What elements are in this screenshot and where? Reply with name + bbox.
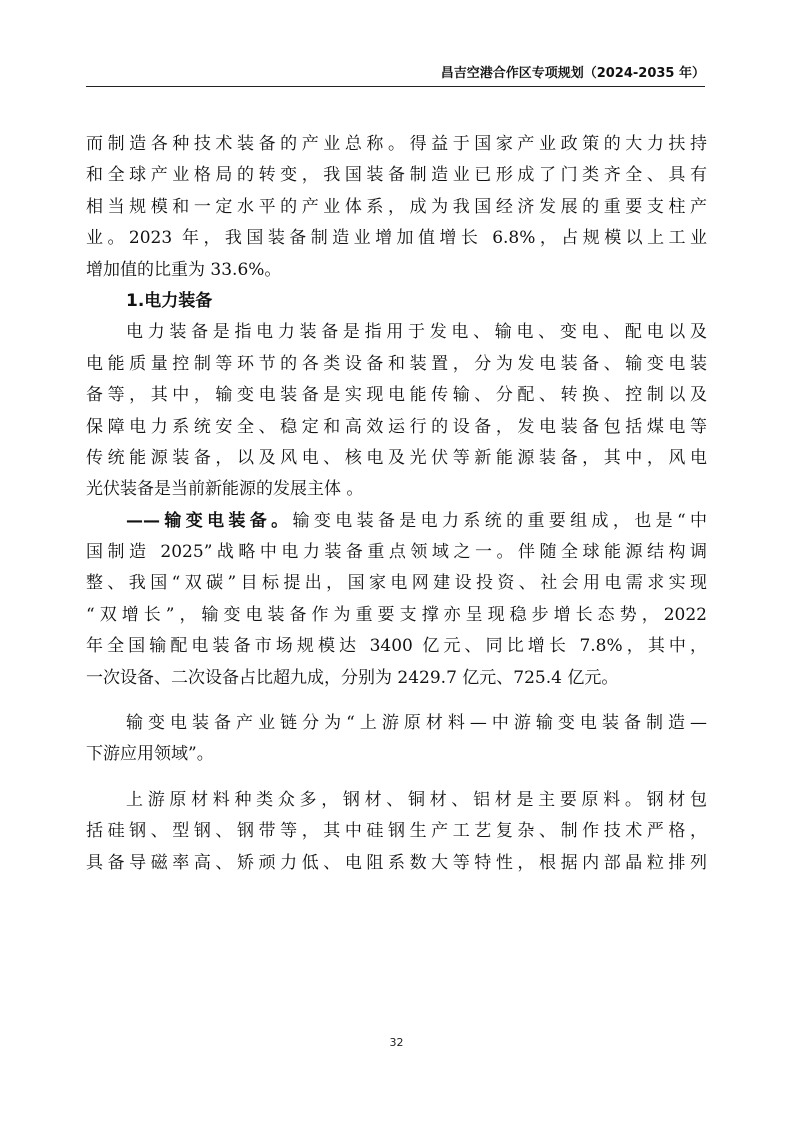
text-line: 整、我国“双碳”目标提出，国家电网建设投资、社会用电需求实现 [86, 573, 707, 594]
text-line: 传统能源装备，以及风电、核电及光伏等新能源装备，其中，风电 [86, 447, 707, 468]
bold-lead: ——输变电装备。 [126, 510, 293, 531]
paragraph-5 [86, 785, 707, 879]
text-line: “双增长”，输变电装备作为重要支撑亦呈现稳步增长态势，2022 [86, 604, 707, 625]
page-number: 32 [389, 1036, 404, 1049]
text-line: 业。2023 年，我国装备制造业增加值增长 6.8%，占规模以上工业 [86, 228, 707, 249]
text-line: 下游应用领域”。 [86, 744, 214, 765]
text-line: 上游原材料种类众多，钢材、铜材、铝材是主要原料。钢材包 [126, 789, 707, 810]
text-line: 一次设备、二次设备占比超九成，分别为 2429.7 亿元、725.4 亿元。 [86, 667, 619, 688]
text-line: 电力装备是指电力装备是指用于发电、输电、变电、配电以及 [126, 322, 707, 343]
text-line [86, 506, 707, 537]
text-line: 电能质量控制等环节的各类设备和装置，分为发电装备、输变电装 [86, 353, 707, 374]
text-line: 保障电力系统安全、稳定和高效运行的设备，发电装备包括煤电等 [86, 416, 707, 437]
text-line: 输变电装备产业链分为“上游原材料—中游输变电装备制造— [126, 713, 707, 734]
text-line: 括硅钢、型钢、钢带等，其中硅钢生产工艺复杂、制作技术严格， [86, 821, 707, 842]
text-line: 具备导磁率高、矫顽力低、电阻系数大等特性，根据内部晶粒排列 [86, 852, 707, 873]
text-line: 国制造 2025”战略中电力装备重点领域之一。伴随全球能源结构调 [86, 542, 707, 563]
header-rule [86, 86, 705, 87]
paragraph-4 [86, 708, 707, 771]
paragraph-gap [86, 694, 707, 708]
section-heading: 1.电力装备 [126, 290, 213, 311]
text-line: 年全国输配电装备市场规模达 3400 亿元、同比增长 7.8%，其中， [86, 636, 707, 657]
text-line: 而制造各种技术装备的产业总称。得益于国家产业政策的大力扶持 [86, 134, 707, 154]
running-header: 昌吉空港合作区专项规划（2024-2035 年） [440, 66, 705, 81]
paragraph-1 [86, 129, 707, 286]
text-line: 相当规模和一定水平的产业体系，成为我国经济发展的重要支柱产 [86, 196, 707, 217]
body-text [86, 129, 707, 879]
paragraph-2 [86, 317, 707, 505]
paragraph-3 [86, 506, 707, 694]
text-line: 和全球产业格局的转变，我国装备制造业已形成了门类齐全、具有 [86, 165, 707, 186]
text-line: 光伏装备是当前新能源的发展主体 。 [86, 479, 364, 500]
lead-text: 输变电装备是电力系统的重要组成，也是“中 [292, 510, 707, 531]
text-line: 备等，其中，输变电装备是实现电能传输、分配、转换、控制以及 [86, 385, 707, 406]
text-line: 增加值的比重为 33.6%。 [86, 259, 282, 280]
paragraph-gap [86, 771, 707, 785]
